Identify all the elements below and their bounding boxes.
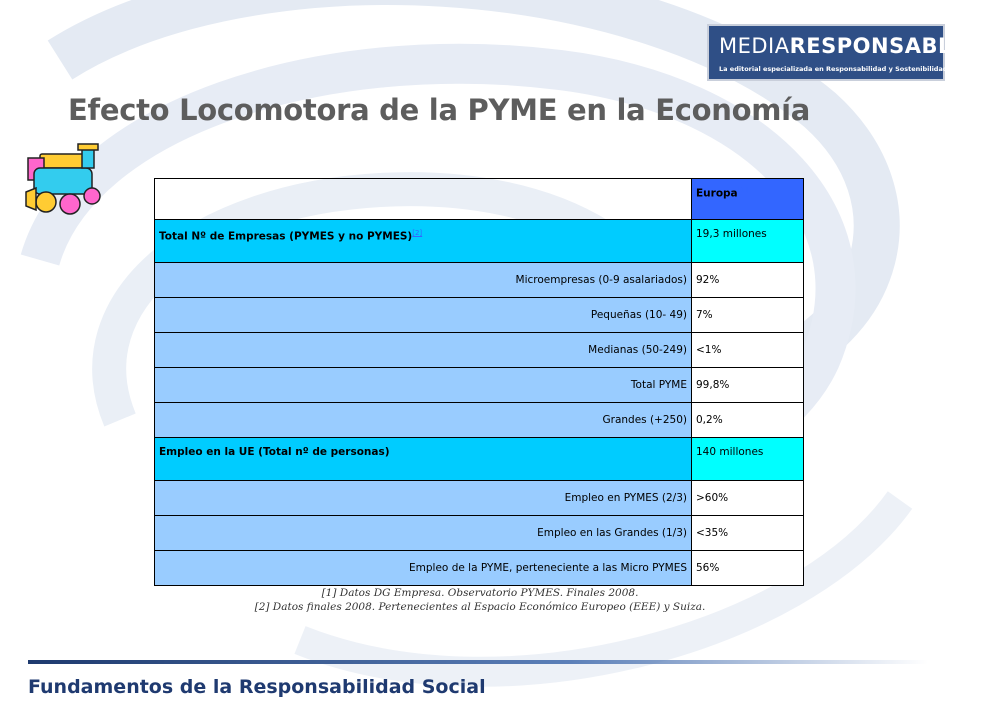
table-row — [155, 403, 804, 438]
table-row — [155, 481, 804, 516]
table-row — [155, 333, 804, 368]
row-label: Empleo de la PYME, perteneciente a las Micro PYMES — [155, 551, 692, 586]
row-value: 99,8% — [692, 368, 804, 403]
footnote-ref-2[interactable]: [2] — [412, 229, 423, 237]
footnote-1: [1] Datos DG Empresa. Observatorio PYMES. Finales 2008. — [321, 587, 639, 599]
header-europa-label: Europa — [696, 187, 738, 200]
table-row — [155, 220, 804, 263]
table-row — [155, 551, 804, 586]
footnote-1-ref[interactable]: [1] — [321, 587, 337, 599]
row-label: Medianas (50-249) — [155, 333, 692, 368]
table-row — [155, 263, 804, 298]
footer-divider — [28, 660, 928, 664]
row-value: 56% — [692, 551, 804, 586]
table-row — [155, 368, 804, 403]
row-value: 7% — [692, 298, 804, 333]
row-value: <1% — [692, 333, 804, 368]
table-row — [155, 438, 804, 481]
logo-registered: ® — [966, 34, 988, 58]
row-label: Empleo en PYMES (2/3) — [155, 481, 692, 516]
mediaresponsable-logo — [707, 24, 988, 81]
table-header-row — [155, 179, 804, 220]
row-value: 92% — [692, 263, 804, 298]
slide-title: Efecto Locomotora de la PYME en la Economía — [68, 93, 811, 127]
row-label: Pequeñas (10- 49) — [155, 298, 692, 333]
footnote-2-ref[interactable]: [2] — [254, 601, 270, 613]
row-label: Total PYME — [155, 368, 692, 403]
row-label: Microempresas (0-9 asalariados) — [155, 263, 692, 298]
row-label: Empleo en la UE (Total nº de personas) — [155, 438, 692, 481]
logo-tagline: La editorial especializada en Responsabilidad y Sostenibilidad — [719, 65, 948, 73]
row-label: Total Nº de Empresas (PYMES y no PYMES)[2] — [155, 220, 692, 263]
logo-brand-bold: RESPONSABLE — [789, 34, 967, 58]
row-value: 19,3 millones — [692, 220, 804, 263]
row-label: Empleo en las Grandes (1/3) — [155, 516, 692, 551]
row-value: 140 millones — [692, 438, 804, 481]
table-row — [155, 516, 804, 551]
logo-brand-light: MEDIA — [719, 34, 790, 58]
table-row — [155, 298, 804, 333]
footnotes — [0, 586, 960, 614]
row-value: <35% — [692, 516, 804, 551]
footer-title: Fundamentos de la Responsabilidad Social — [28, 676, 486, 698]
row-label: Grandes (+250) — [155, 403, 692, 438]
row-value: 0,2% — [692, 403, 804, 438]
train-icon — [22, 140, 108, 220]
footnote-ref-1[interactable]: [1] — [737, 186, 748, 194]
header-europa — [692, 179, 804, 220]
pyme-data-table — [154, 178, 804, 586]
row-value: >60% — [692, 481, 804, 516]
footnote-2: [2] Datos finales 2008. Pertenecientes al Espacio Económico Europeo (EEE) y Suiza. — [254, 601, 706, 613]
